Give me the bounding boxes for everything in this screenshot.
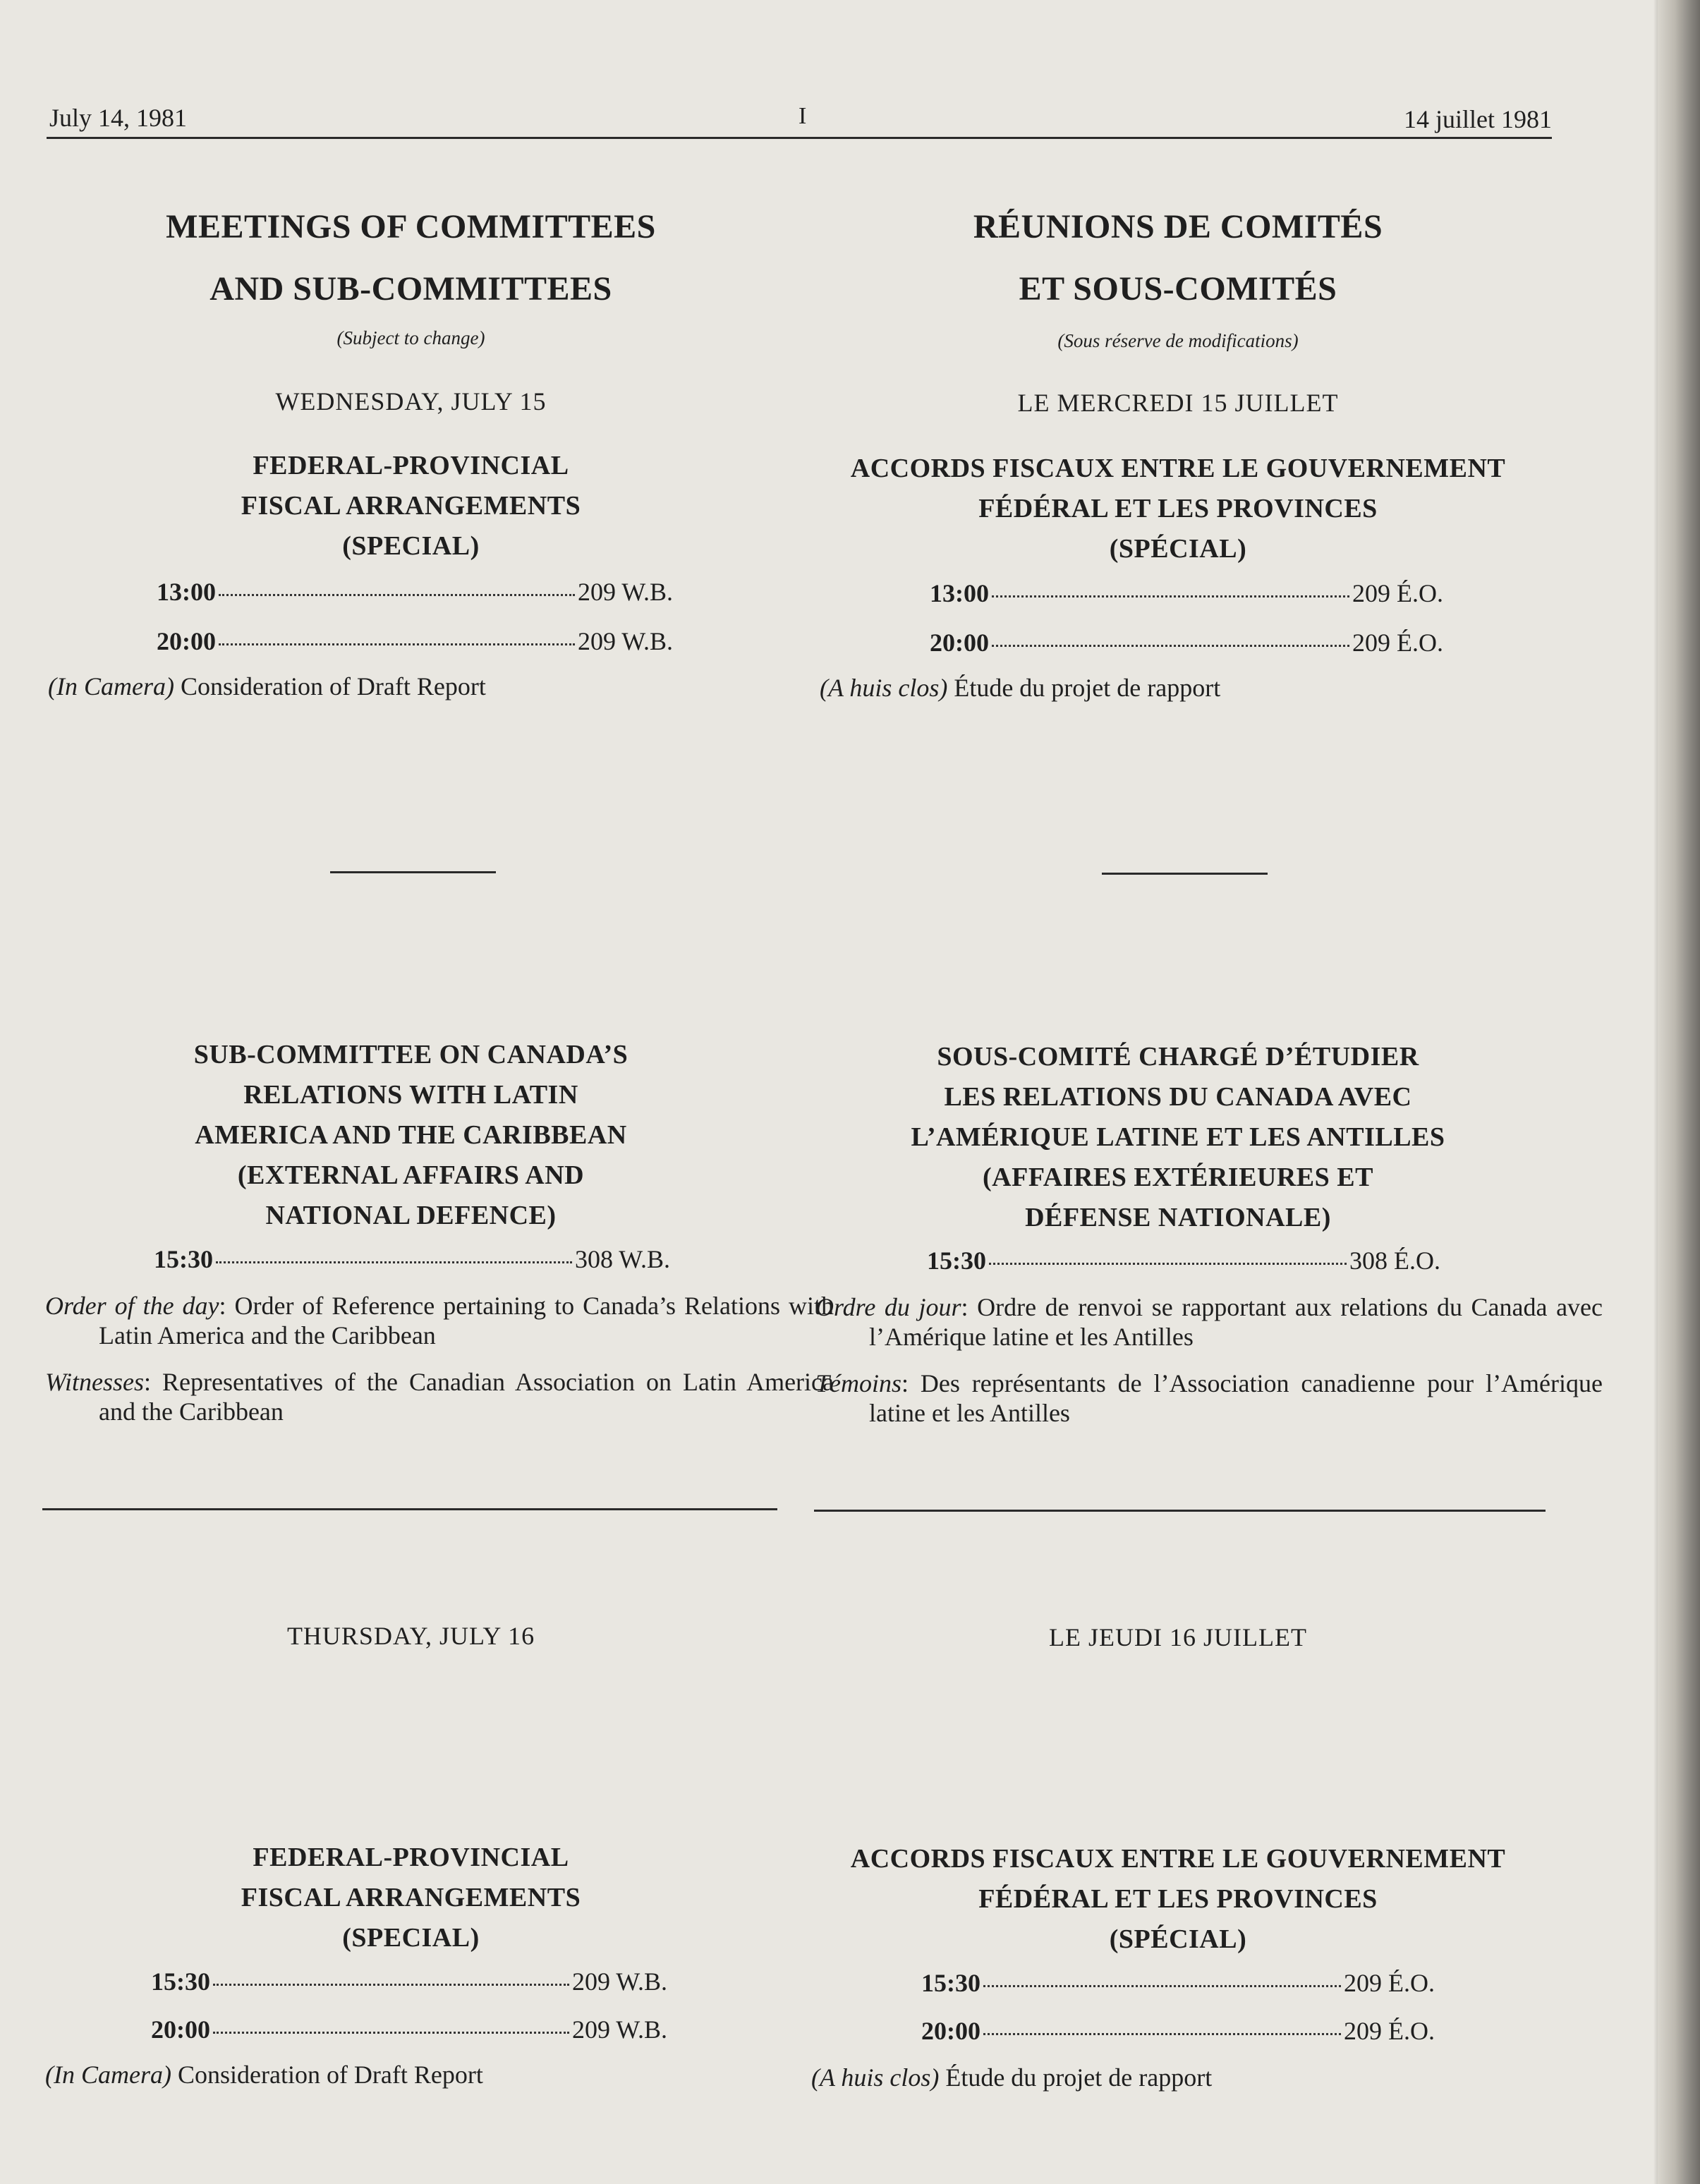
committee-name-fr-1 (811, 449, 1545, 569)
section-divider (814, 1510, 1546, 1512)
dot-leader (213, 1984, 569, 1986)
time: 20:00 (930, 629, 989, 657)
committee-line: FÉDÉRAL ET LES PROVINCES (978, 1884, 1378, 1914)
committee-line: FEDERAL-PROVINCIAL (253, 451, 569, 480)
title-fr-line2: ET SOUS-COMITÉS (1019, 270, 1337, 308)
committee-line: (EXTERNAL AFFAIRS AND (237, 1160, 585, 1190)
subject-note-fr: (Sous réserve de modifications) (1057, 330, 1299, 351)
header-page-number: I (799, 103, 807, 129)
note-italic: (In Camera) (45, 2061, 171, 2089)
label: Ordre du jour (815, 1293, 961, 1321)
committee-line: (SPECIAL) (342, 1923, 480, 1953)
note-italic: (In Camera) (48, 672, 174, 700)
committee-line: FISCAL ARRANGEMENTS (241, 1883, 581, 1912)
dot-leader (989, 1263, 1347, 1265)
text: : Ordre de renvoi se rapportant aux relations du Canada avec l’Amérique latine et les Antilles (869, 1293, 1603, 1351)
committee-line: (SPECIAL) (342, 531, 480, 561)
schedule-row (927, 1246, 1440, 1275)
committee-line: ACCORDS FISCAUX ENTRE LE GOUVERNEMENT (850, 454, 1506, 483)
order-of-day-en (45, 1291, 834, 1350)
agenda-note-fr-3 (811, 2063, 1538, 2092)
committee-name-fr-3 (811, 1839, 1545, 1960)
time: 20:00 (157, 627, 216, 655)
page-binding-shadow (1658, 0, 1700, 2184)
room: 308 É.O. (1349, 1246, 1440, 1275)
note-text: Consideration of Draft Report (174, 672, 486, 700)
dot-leader (216, 1261, 572, 1263)
label: Witnesses (45, 1368, 144, 1396)
schedule-row (154, 1244, 670, 1274)
day-heading-en-2: THURSDAY, JULY 16 (286, 1622, 535, 1650)
title-en-line1: MEETINGS OF COMMITTEES (166, 208, 656, 245)
note-text: Étude du projet de rapport (947, 674, 1221, 702)
day-heading-fr-2: LE JEUDI 16 JUILLET (1049, 1623, 1307, 1651)
schedule-row (151, 2015, 667, 2044)
agenda-note-en-1 (48, 672, 775, 701)
note-text: Étude du projet de rapport (939, 2063, 1213, 2092)
room: 209 É.O. (1352, 579, 1443, 607)
time: 15:30 (154, 1245, 213, 1273)
dot-leader (983, 2033, 1341, 2035)
text: : Des représentants de l’Association canadienne pour l’Amérique latine et les Antilles (869, 1369, 1603, 1427)
committee-line: FISCAL ARRANGEMENTS (241, 491, 581, 521)
note-italic: (A huis clos) (811, 2063, 940, 2092)
committee-line: SOUS-COMITÉ CHARGÉ D’ÉTUDIER (937, 1042, 1419, 1072)
committee-line: ACCORDS FISCAUX ENTRE LE GOUVERNEMENT (850, 1844, 1506, 1874)
time: 13:00 (930, 579, 989, 607)
agenda-note-en-3 (45, 2060, 772, 2089)
order-of-day-fr (815, 1292, 1603, 1352)
schedule-row (930, 628, 1443, 657)
note-text: Consideration of Draft Report (171, 2061, 483, 2089)
room: 209 É.O. (1344, 1969, 1435, 1997)
section-divider (330, 871, 496, 873)
time: 15:30 (151, 1967, 210, 1996)
committee-name-en-1 (42, 446, 779, 566)
committee-name-fr-2 (811, 1037, 1545, 1238)
section-divider (42, 1508, 777, 1510)
header-date-fr: 14 juillet 1981 (1404, 105, 1552, 133)
header-date-en: July 14, 1981 (49, 104, 188, 132)
committee-line: RELATIONS WITH LATIN (243, 1080, 578, 1110)
dot-leader (219, 643, 575, 645)
room: 209 W.B. (571, 1967, 667, 1996)
committee-line: NATIONAL DEFENCE) (265, 1201, 557, 1230)
time: 20:00 (921, 2017, 980, 2045)
schedule-row (921, 2016, 1435, 2046)
committee-line: (SPÉCIAL) (1109, 1924, 1247, 1954)
dot-leader (983, 1985, 1341, 1987)
committee-line: LES RELATIONS DU CANADA AVEC (944, 1082, 1412, 1112)
committee-line: (AFFAIRES EXTÉRIEURES ET (983, 1163, 1373, 1192)
witnesses-en (45, 1367, 834, 1426)
dot-leader (219, 594, 575, 596)
committee-line: DÉFENSE NATIONALE) (1025, 1203, 1331, 1232)
title-fr-line1: RÉUNIONS DE COMITÉS (973, 208, 1383, 245)
room: 209 É.O. (1344, 2017, 1435, 2045)
schedule-row (157, 626, 673, 656)
dot-leader (992, 595, 1349, 597)
time: 15:30 (921, 1969, 980, 1997)
committee-name-en-2 (42, 1035, 779, 1236)
agenda-note-fr-1 (820, 673, 1546, 703)
note-italic: (A huis clos) (820, 674, 948, 702)
committee-line: FÉDÉRAL ET LES PROVINCES (978, 494, 1378, 523)
committee-line: AMERICA AND THE CARIBBEAN (195, 1120, 627, 1150)
room: 209 W.B. (577, 578, 673, 606)
day-heading-fr-1: LE MERCREDI 15 JUILLET (1017, 389, 1339, 417)
schedule-row (151, 1967, 667, 1996)
time: 20:00 (151, 2015, 210, 2044)
subject-note-en: (Subject to change) (336, 327, 485, 348)
room: 308 W.B. (574, 1245, 670, 1273)
committee-line: SUB-COMMITTEE ON CANADA’S (193, 1040, 629, 1069)
text: : Representatives of the Canadian Association on Latin America and the Caribbean (99, 1368, 834, 1426)
time: 13:00 (157, 578, 216, 606)
dot-leader (992, 645, 1349, 647)
time: 15:30 (927, 1246, 986, 1275)
label: Order of the day (45, 1292, 219, 1320)
room: 209 É.O. (1352, 629, 1443, 657)
committee-line: L’AMÉRIQUE LATINE ET LES ANTILLES (911, 1122, 1445, 1152)
title-en-line2: AND SUB-COMMITTEES (210, 270, 612, 308)
dot-leader (213, 2032, 569, 2034)
schedule-row (921, 1968, 1435, 1998)
witnesses-fr (815, 1369, 1603, 1428)
room: 209 W.B. (577, 627, 673, 655)
committee-line: FEDERAL-PROVINCIAL (253, 1843, 569, 1872)
room: 209 W.B. (571, 2015, 667, 2044)
committee-name-en-3 (42, 1838, 779, 1958)
schedule-row (930, 578, 1443, 608)
running-header (47, 99, 1552, 141)
text: : Order of Reference pertaining to Canada’s Relations with Latin America and the Caribbean (99, 1292, 834, 1349)
title-fr (811, 196, 1545, 320)
header-rule (47, 137, 1552, 139)
committee-line: (SPÉCIAL) (1109, 534, 1247, 564)
section-divider (1102, 873, 1268, 875)
schedule-row (157, 577, 673, 607)
day-heading-en-1: WEDNESDAY, JULY 15 (275, 387, 547, 415)
label: Témoins (815, 1369, 902, 1397)
title-en (42, 196, 779, 320)
